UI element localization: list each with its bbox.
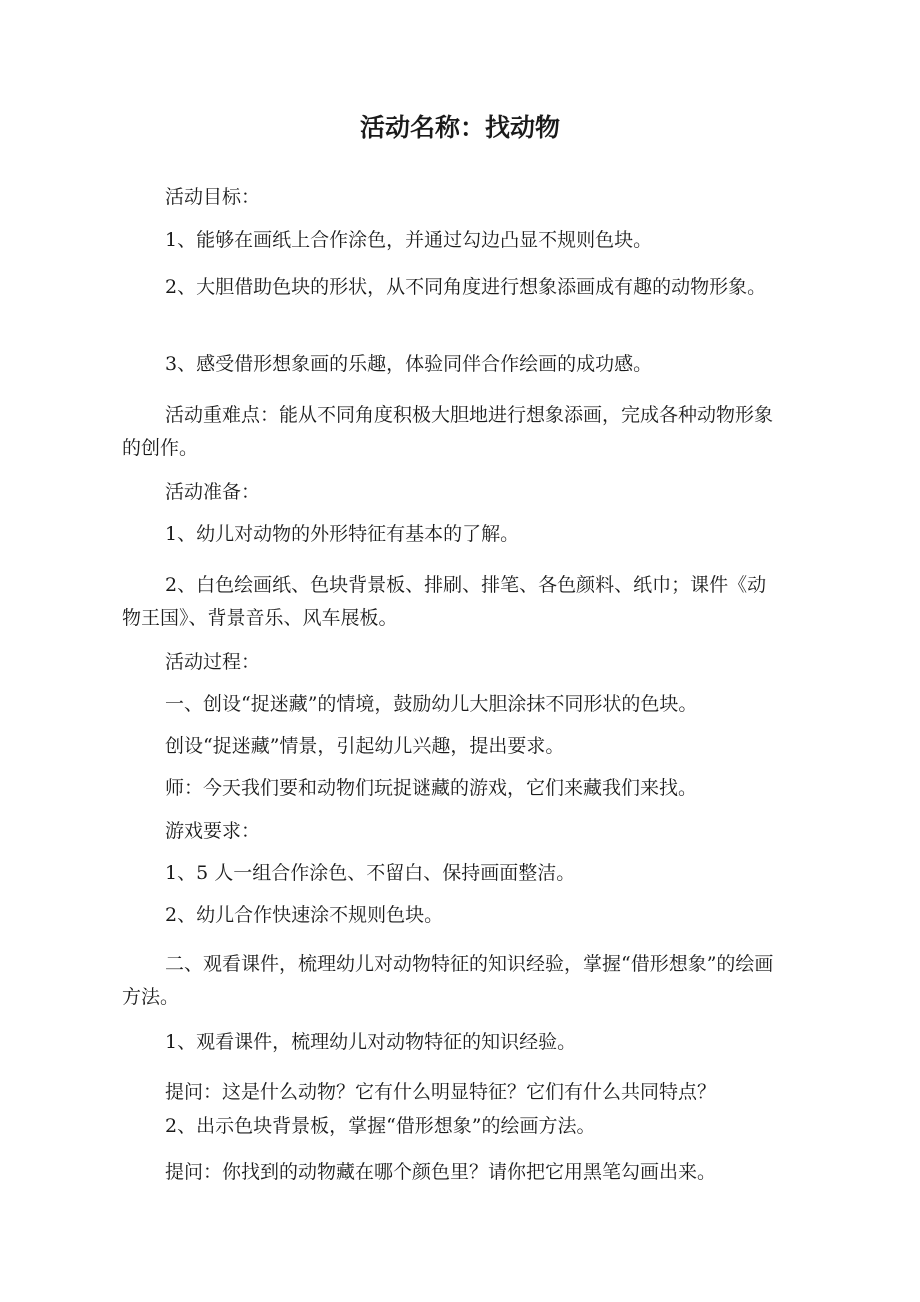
paragraph-step-1-detail: 创设“捉迷藏”情景，引起幼儿兴趣，提出要求。 bbox=[165, 735, 565, 757]
paragraph-rule-2: 2、幼儿合作快速涂不规则色块。 bbox=[165, 904, 444, 926]
paragraph-goal-1: 1、能够在画纸上合作涂色，并通过勾边凸显不规则色块。 bbox=[165, 229, 653, 251]
paragraph-rule-1: 1、5 人一组合作涂色、不留白、保持画面整洁。 bbox=[165, 862, 576, 884]
paragraph-goals-heading: 活动目标： bbox=[165, 186, 261, 208]
paragraph-teacher-line: 师：今天我们要和动物们玩捉谜藏的游戏，它们来藏我们来找。 bbox=[165, 777, 698, 799]
paragraph-step-2-1: 1、观看课件，梳理幼儿对动物特征的知识经验。 bbox=[165, 1031, 577, 1053]
paragraph-prep-1: 1、幼儿对动物的外形特征有基本的了解。 bbox=[165, 523, 520, 545]
paragraph-step-2: 二、观看课件，梳理幼儿对动物特征的知识经验，掌握“借形想象”的绘画方法。 bbox=[122, 953, 774, 1008]
paragraph-goal-2: 2、大胆借助色块的形状，从不同角度进行想象添画成有趣的动物形象。 bbox=[165, 276, 767, 298]
paragraph-step-2-2: 2、出示色块背景板，掌握“借形想象”的绘画方法。 bbox=[165, 1115, 596, 1137]
paragraph-question-2: 提问：你找到的动物藏在哪个颜色里？请你把它用黑笔勾画出来。 bbox=[165, 1161, 717, 1183]
document-title: 活动名称：找动物 bbox=[359, 113, 560, 142]
paragraph-process-heading: 活动过程： bbox=[165, 651, 261, 673]
paragraph-key-points: 活动重难点：能从不同角度积极大胆地进行想象添画，完成各种动物形象的创作。 bbox=[122, 404, 774, 459]
paragraph-prep-2: 2、白色绘画纸、色块背景板、排刷、排笔、各色颜料、纸巾；课件《动物王国》、背景音乐、风车展板。 bbox=[122, 574, 767, 629]
paragraph-goal-3: 3、感受借形想象画的乐趣，体验同伴合作绘画的成功感。 bbox=[165, 353, 653, 375]
paragraph-step-1: 一、创设“捉迷藏”的情境，鼓励幼儿大胆涂抹不同形状的色块。 bbox=[165, 693, 698, 715]
paragraph-game-rules-heading: 游戏要求： bbox=[165, 820, 261, 842]
paragraph-question-1: 提问：这是什么动物？它有什么明显特征？它们有什么共同特点？ bbox=[165, 1081, 717, 1103]
paragraph-preparation-heading: 活动准备： bbox=[165, 481, 261, 503]
